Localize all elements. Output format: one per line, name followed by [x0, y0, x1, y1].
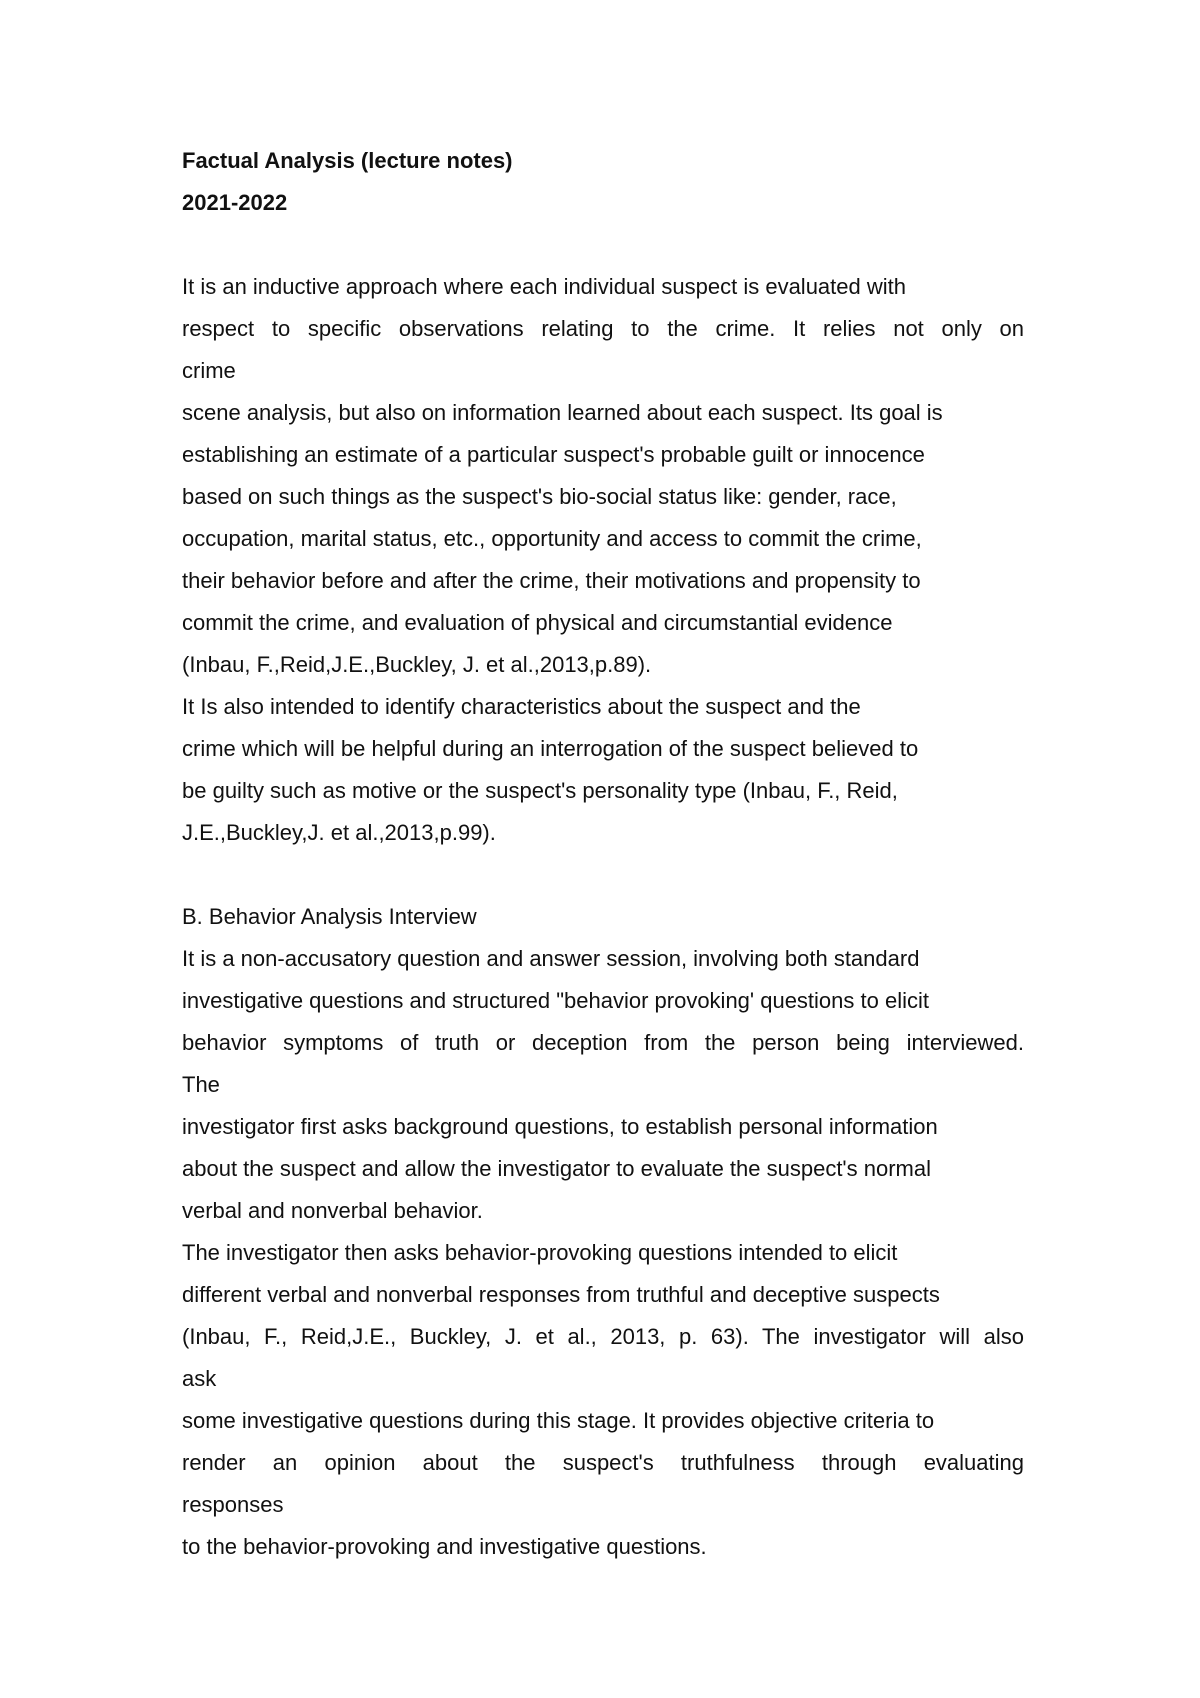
- paragraph-line: J.E.,Buckley,J. et al.,2013,p.99).: [182, 820, 496, 845]
- paragraph-line: (Inbau, F., Reid,J.E., Buckley, J. et al., 2013, p. 63). The investigator will also: [182, 1324, 1024, 1349]
- spacer: [182, 224, 1024, 266]
- section-b-heading: B. Behavior Analysis Interview: [182, 904, 477, 929]
- paragraph-line: behavior symptoms of truth or deception from the person being interviewed.: [182, 1030, 1024, 1055]
- document-page: [182, 140, 1024, 1568]
- paragraph-line: commit the crime, and evaluation of physical and circumstantial evidence: [182, 610, 893, 635]
- paragraph-line: about the suspect and allow the investigator to evaluate the suspect's normal: [182, 1156, 931, 1181]
- paragraph-line: respect to specific observations relating to the crime. It relies not only on: [182, 316, 1024, 341]
- paragraph-line: render an opinion about the suspect's truthfulness through evaluating: [182, 1450, 1024, 1475]
- document-year: 2021-2022: [182, 190, 288, 215]
- paragraph-line: their behavior before and after the crime, their motivations and propensity to: [182, 568, 921, 593]
- section-a-paragraph: [182, 266, 1024, 854]
- paragraph-line: to the behavior-provoking and investigative questions.: [182, 1534, 707, 1559]
- paragraph-line: be guilty such as motive or the suspect's personality type (Inbau, F., Reid,: [182, 778, 898, 803]
- paragraph-line: It is an inductive approach where each individual suspect is evaluated with: [182, 274, 906, 299]
- paragraph-line: It Is also intended to identify characteristics about the suspect and the: [182, 694, 861, 719]
- paragraph-line: verbal and nonverbal behavior.: [182, 1198, 483, 1223]
- document-title: Factual Analysis (lecture notes): [182, 148, 513, 173]
- paragraph-line: The: [182, 1072, 220, 1097]
- paragraph-line: The investigator then asks behavior-provoking questions intended to elicit: [182, 1240, 898, 1265]
- paragraph-line: crime which will be helpful during an interrogation of the suspect believed to: [182, 736, 919, 761]
- paragraph-line: crime: [182, 358, 236, 383]
- paragraph-line: occupation, marital status, etc., opportunity and access to commit the crime,: [182, 526, 922, 551]
- paragraph-line: (Inbau, F.,Reid,J.E.,Buckley, J. et al.,2013,p.89).: [182, 652, 652, 677]
- paragraph-line: some investigative questions during this stage. It provides objective criteria to: [182, 1408, 935, 1433]
- paragraph-line: responses: [182, 1492, 284, 1517]
- paragraph-line: scene analysis, but also on information learned about each suspect. Its goal is: [182, 400, 943, 425]
- paragraph-line: investigative questions and structured "behavior provoking' questions to elicit: [182, 988, 929, 1013]
- spacer: [182, 854, 1024, 896]
- paragraph-line: ask: [182, 1366, 217, 1391]
- paragraph-line: investigator first asks background questions, to establish personal information: [182, 1114, 938, 1139]
- section-b-paragraph: [182, 938, 1024, 1568]
- paragraph-line: establishing an estimate of a particular suspect's probable guilt or innocence: [182, 442, 925, 467]
- paragraph-line: It is a non-accusatory question and answer session, involving both standard: [182, 946, 920, 971]
- paragraph-line: different verbal and nonverbal responses from truthful and deceptive suspects: [182, 1282, 940, 1307]
- paragraph-line: based on such things as the suspect's bio-social status like: gender, race,: [182, 484, 897, 509]
